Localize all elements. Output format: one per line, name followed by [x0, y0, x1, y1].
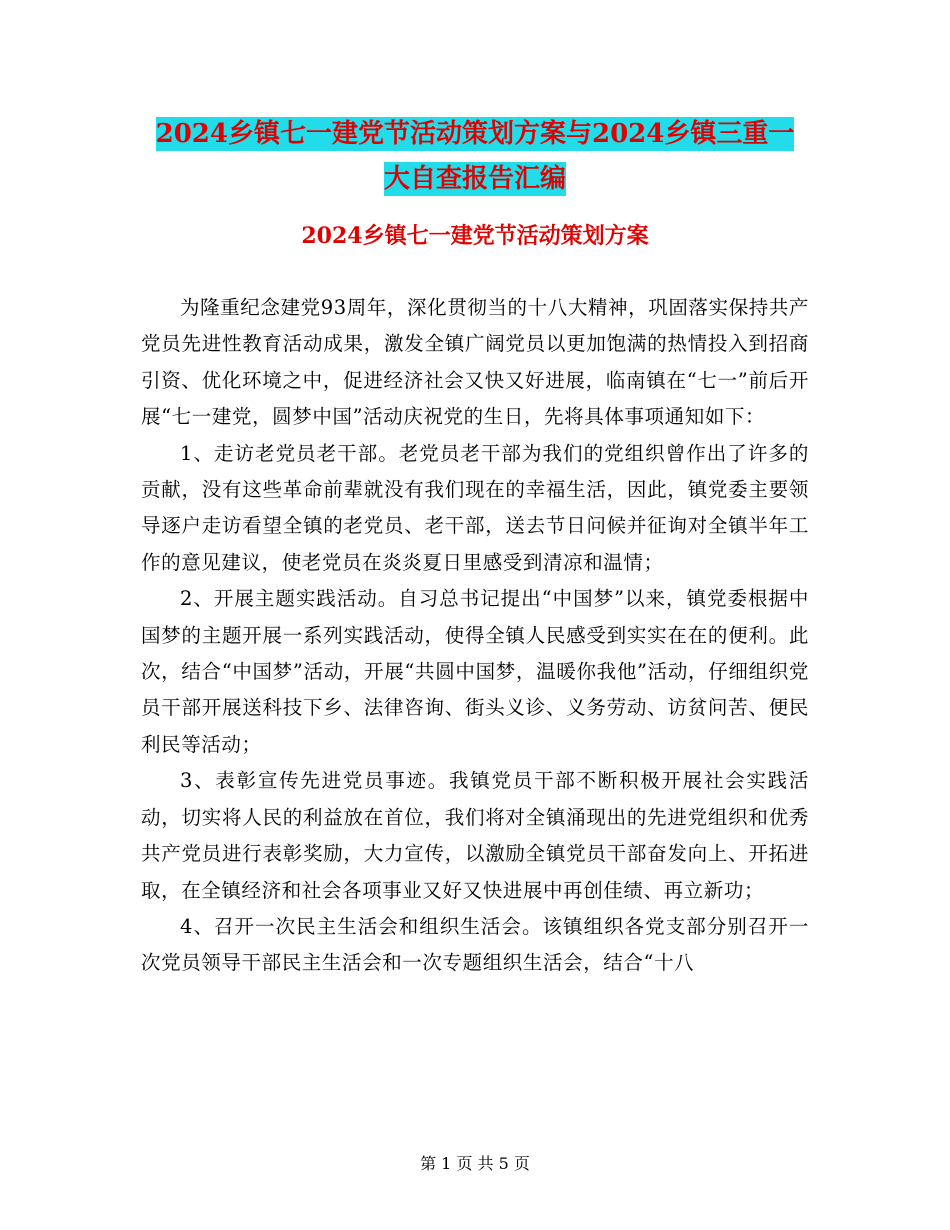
paragraph-item-2: 2、开展主题实践活动。自习总书记提出“中国梦”以来，镇党委根据中国梦的主题开展一系列实践活动，使得全镇人民感受到实实在在的便利。此次，结合“中国梦”活动，开展“共圆中国梦，温暖你我他”活动，仔细组织党员干部开展送科技下乡、法律咨询、街头义诊、义务劳动、访贫问苦、便民利民等活动； — [141, 587, 809, 756]
document-body — [141, 290, 809, 982]
paragraph-item-4: 4、召开一次民主生活会和组织生活会。该镇组织各党支部分别召开一次党员领导干部民主生活会和一次专题组织生活会，结合“十八 — [141, 914, 809, 975]
document-main-title — [0, 112, 950, 202]
section-title: 2024乡镇七一建党节活动策划方案 — [301, 223, 649, 249]
paragraph-item-1: 1、走访老党员老干部。老党员老干部为我们的党组织曾作出了许多的贡献，没有这些革命前辈就没有我们现在的幸福生活，因此，镇党委主要领导逐户走访看望全镇的老党员、老干部，送去节日问候并征询对全镇半年工作的意见建议，使老党员在炎炎夏日里感受到清凉和温情； — [141, 441, 809, 574]
paragraph-item-3: 3、表彰宣传先进党员事迹。我镇党员干部不断积极开展社会实践活动，切实将人民的利益放在首位，我们将对全镇涌现出的先进党组织和优秀共产党员进行表彰奖励，大力宣传，以激励全镇党员干部奋发向上、开拓进取，在全镇经济和社会各项事业又好又快进展中再创佳绩、再立新功； — [141, 769, 809, 902]
page-footer: 第 1 页 共 5 页 — [420, 1154, 530, 1173]
main-title-line-1: 2024乡镇七一建党节活动策划方案与2024乡镇三重一 — [155, 119, 795, 149]
main-title-line-2: 大自查报告汇编 — [383, 164, 566, 194]
paragraph-intro: 为隆重纪念建党93周年，深化贯彻当的十八大精神，巩固落实保持共产党员先进性教育活动成果，激发全镇广阔党员以更加饱满的热情投入到招商引资、优化环境之中，促进经济社会又快又好进展，临南镇在“七一”前后开展“七一建党，圆梦中国”活动庆祝党的生日，先将具体事项通知如下： — [141, 296, 810, 429]
